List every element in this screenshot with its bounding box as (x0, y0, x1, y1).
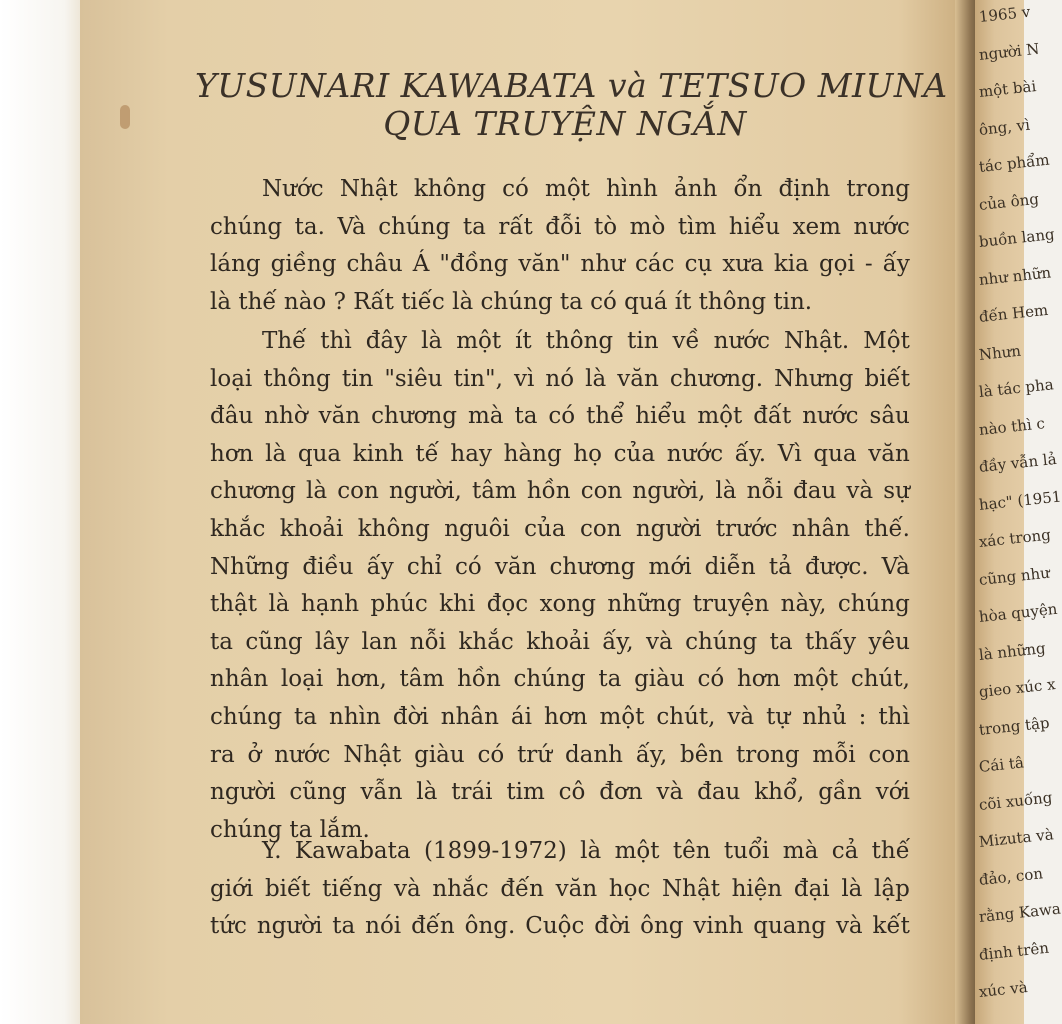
facing-page-fragment: trong tập (978, 713, 1051, 739)
body-line: thật là hạnh phúc khi đọc xong những truyện này, chúng (210, 591, 910, 618)
facing-page-fragment: Mizuta và (978, 825, 1055, 851)
body-line: chúng ta. Và chúng ta rất đỗi tò mò tìm hiểu xem nước (210, 213, 910, 240)
body-line: chúng ta nhìn đời nhân ái hơn một chút, và tự nhủ : thì (210, 704, 910, 730)
facing-page-fragment: người N (978, 39, 1041, 64)
body-line: giới biết tiếng và nhắc đến văn học Nhật hiện đại là lập (210, 875, 910, 902)
body-line: Y. Kawabata (1899-1972) là một tên tuổi mà cả thế (262, 838, 910, 864)
chapter-title-line-2: QUA TRUYỆN NGẮN (383, 104, 747, 143)
body-line: ra ở nước Nhật giàu có trứ danh ấy, bên trong mỗi con (210, 741, 910, 768)
body-line: ta cũng lây lan nỗi khắc khoải ấy, và chúng ta thấy yêu (210, 628, 910, 655)
facing-page-fragment: ông, vì (978, 115, 1031, 139)
facing-page-fragment: rằng Kawa (978, 899, 1062, 926)
facing-page-fragment: nào thì c (978, 413, 1046, 439)
facing-page-fragment: đến Hem (978, 300, 1050, 326)
facing-page-fragment: 1965 v (978, 2, 1032, 26)
chapter-title-line-1: YUSUNARI KAWABATA và TETSUO MIUNA (195, 66, 948, 105)
body-line: nhân loại hơn, tâm hồn chúng ta giàu có hơn một chút, (210, 666, 910, 693)
facing-page-fragment: hạc" (1951 (978, 486, 1062, 514)
body-line: chương là con người, tâm hồn con người, là nỗi đau và sự (210, 478, 910, 505)
body-line: Những điều ấy chỉ có văn chương mới diễn tả được. Và (210, 553, 910, 580)
facing-page-fragment: Cái tâ (978, 753, 1025, 776)
body-line: loại thông tin "siêu tin", vì nó là văn chương. Nhưng biết (210, 365, 910, 392)
facing-page-fragment: xúc và (978, 977, 1029, 1001)
facing-page-fragment: đầy vẫn lả (978, 449, 1058, 476)
body-line: là thế nào ? Rất tiếc là chúng ta có quá ít thông tin. (210, 288, 813, 315)
facing-page-fragment: đảo, con (978, 863, 1044, 889)
body-line: tức người ta nói đến ông. Cuộc đời ông vinh quang và kết (210, 913, 910, 940)
body-line: người cũng vẫn là trái tim cô đơn và đau khổ, gần với (210, 779, 910, 806)
facing-page-fragment: tác phẩm (978, 150, 1051, 176)
facing-page-fragment: là những (978, 638, 1047, 664)
facing-page-fragment: gieo xúc x (978, 675, 1057, 701)
body-line: hơn là qua kinh tế hay hàng họ của nước ấy. Vì qua văn (210, 440, 910, 467)
facing-page-fragment: như nhữn (978, 262, 1052, 289)
facing-page-fragment: Nhưn (978, 341, 1022, 364)
facing-page-fragment: là tác pha (978, 375, 1055, 401)
body-line: Thế thì đây là một ít thông tin về nước Nhật. Một (262, 328, 910, 354)
left-margin (0, 0, 92, 1024)
body-line: đâu nhờ văn chương mà ta có thể hiểu một đất nước sâu (210, 403, 910, 430)
facing-page-fragment: xác trong (978, 525, 1052, 551)
facing-page-fragment: hòa quyện (978, 599, 1059, 626)
facing-page (975, 0, 1062, 1024)
body-line: chúng ta lắm. (210, 816, 370, 843)
facing-page-fragment: của ông (978, 189, 1040, 214)
body-line: láng giềng châu Á "đồng văn" như các cụ xưa kia gọi - ấy (210, 251, 910, 278)
facing-page-fragment: một bài (978, 77, 1038, 101)
facing-page-fragment: cõi xuống (978, 787, 1054, 814)
body-line: Nước Nhật không có một hình ảnh ổn định trong (262, 176, 910, 202)
body-line: khắc khoải không nguôi của con người trước nhân thế. (210, 516, 910, 542)
facing-page-fragment: cũng như (978, 563, 1051, 589)
facing-page-fragment: định trên (978, 938, 1050, 964)
facing-page-fragment: buồn lang (978, 225, 1056, 251)
page-stain (120, 105, 130, 129)
